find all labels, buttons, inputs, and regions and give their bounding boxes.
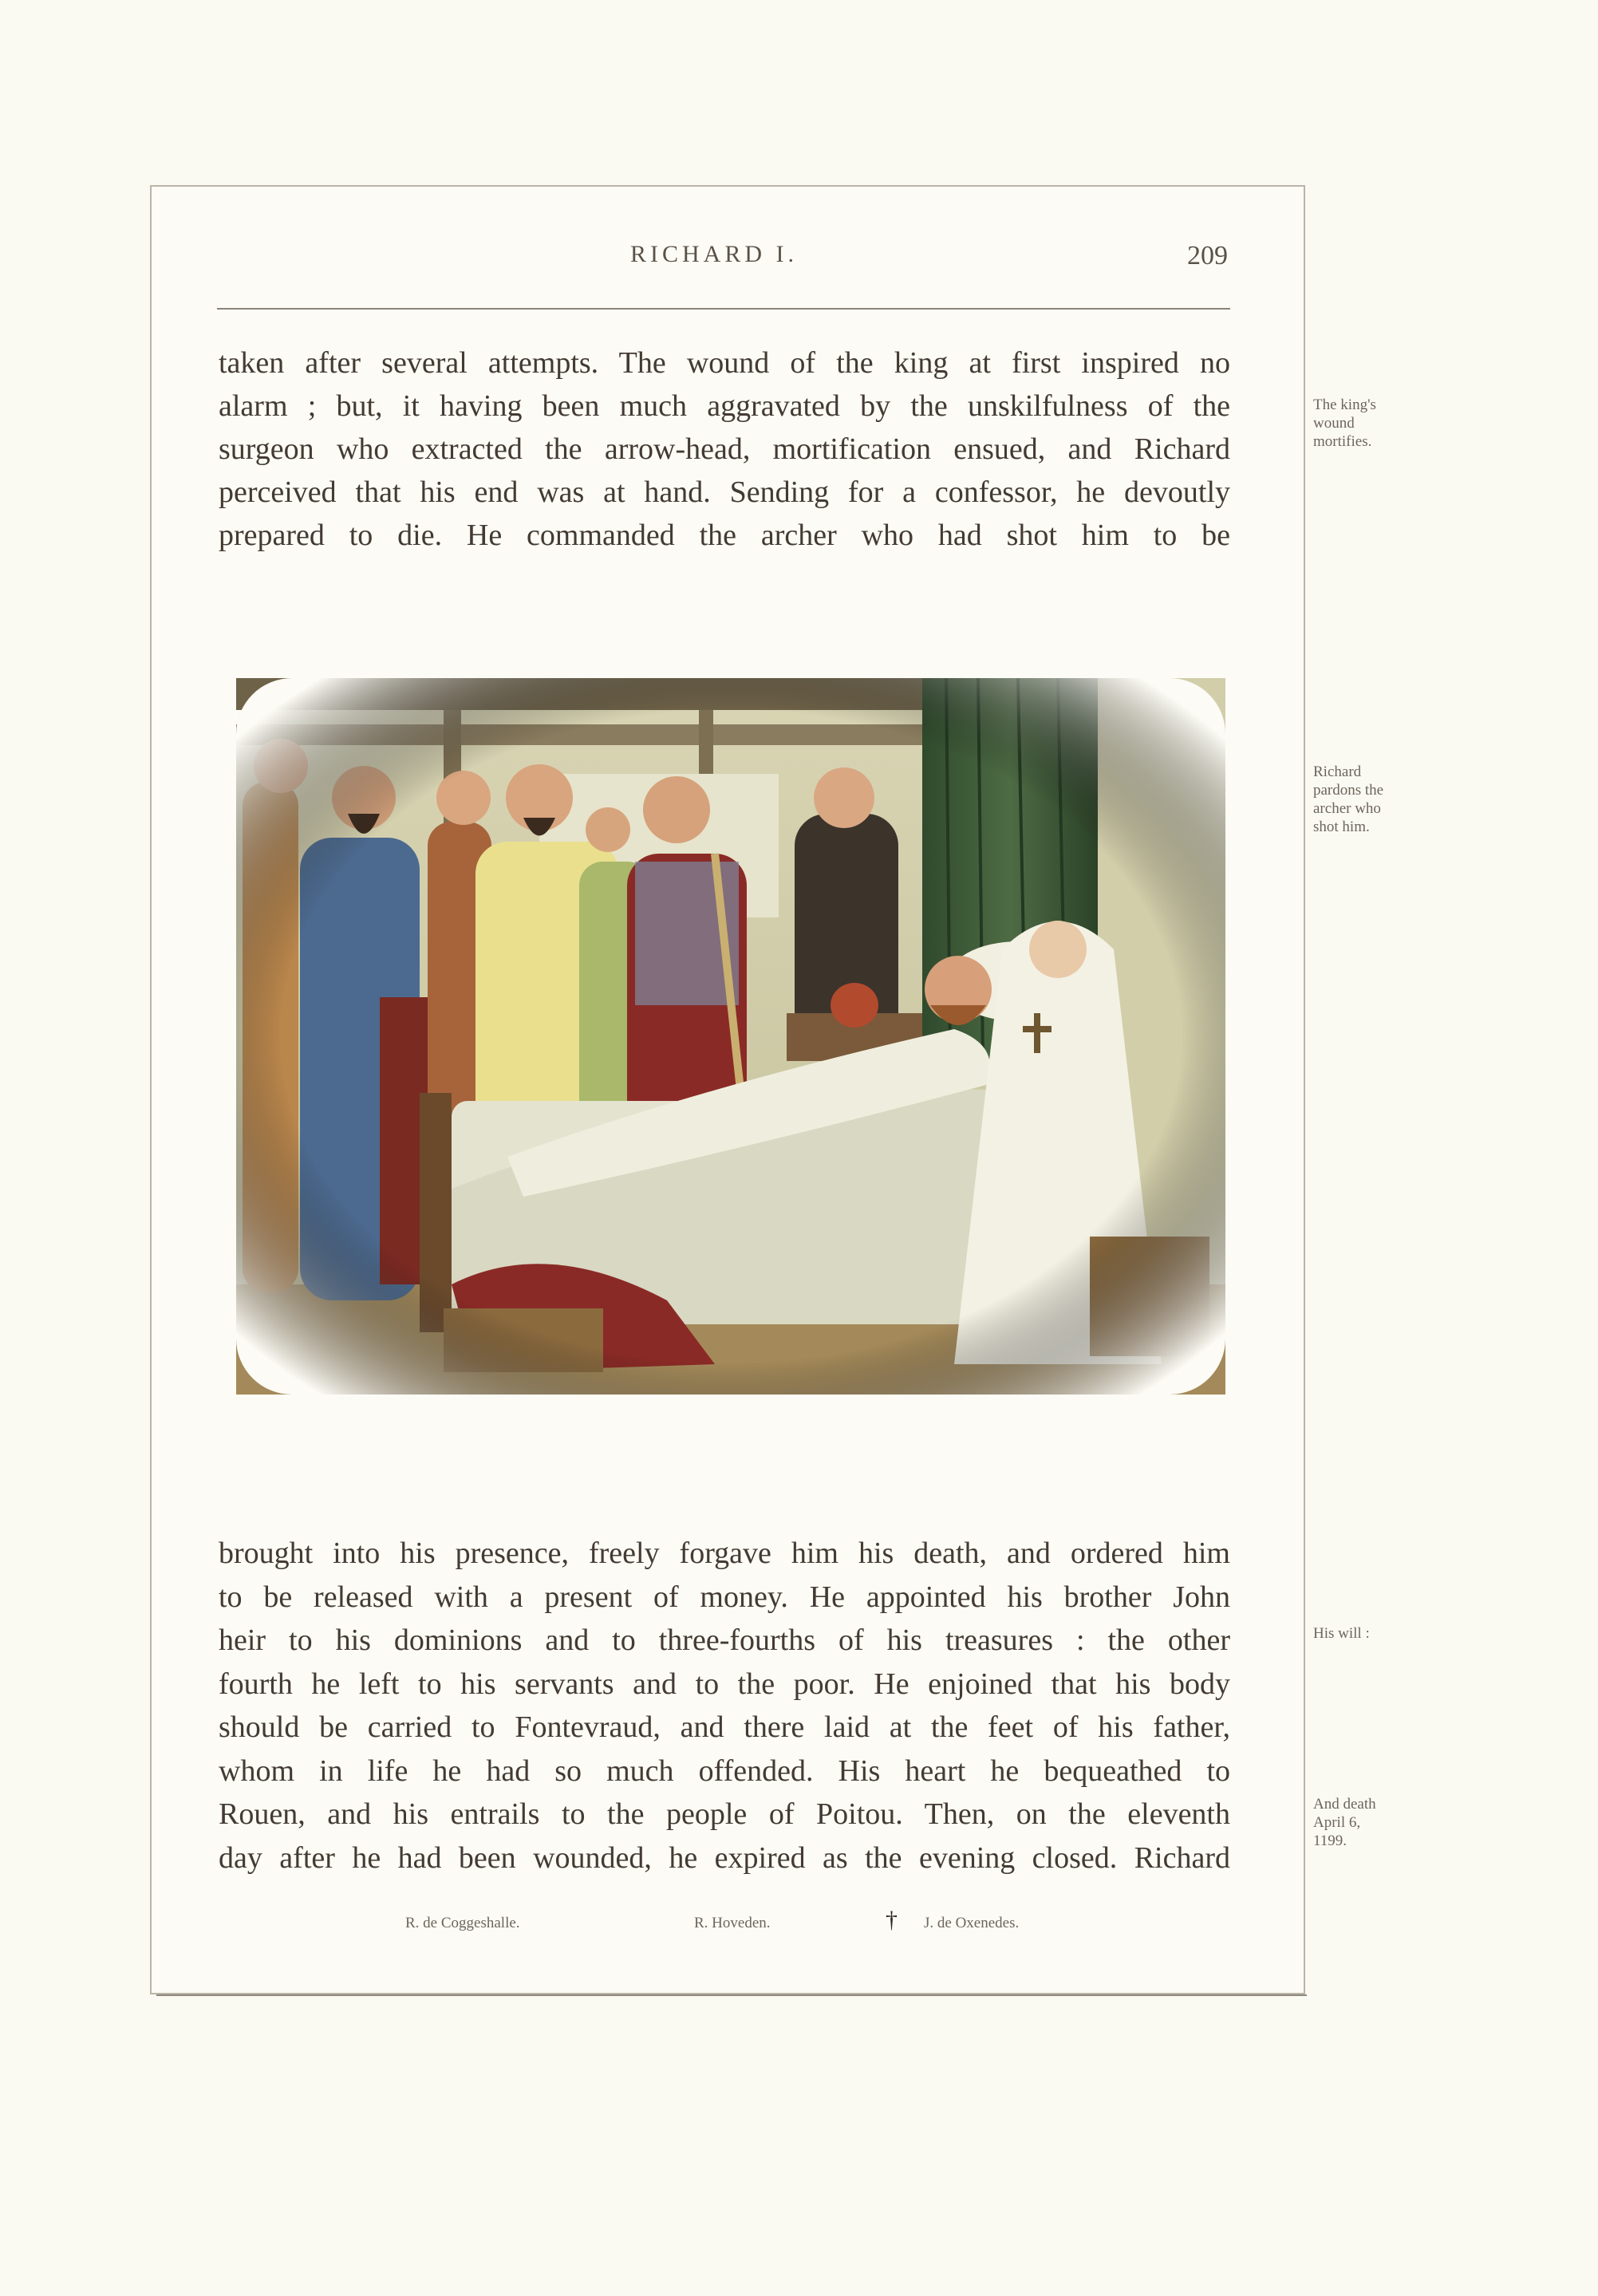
running-head: RICHARD I. (630, 241, 799, 267)
margin-note-line: shot him. (1313, 819, 1370, 835)
margin-note-line: pardons the (1313, 782, 1384, 799)
margin-note-line: April 6, (1313, 1814, 1361, 1831)
margin-note-line: The king's (1313, 396, 1376, 413)
margin-note-line: Richard (1313, 763, 1362, 780)
text-line: perceived that his end was at hand. Sending for a confessor, he devoutly (219, 475, 1230, 509)
margin-note-pardon (1313, 763, 1433, 836)
footer-ref: R. Hoveden. (694, 1915, 771, 1931)
margin-note-line: archer who (1313, 800, 1381, 817)
deathbed-illustration (236, 678, 1225, 1395)
margin-note-line: wound (1313, 415, 1355, 432)
page-number: 209 (1187, 241, 1228, 270)
text-line: day after he had been wounded, he expired as the evening closed. Richard (219, 1840, 1230, 1875)
footer-ref: J. de Oxenedes. (924, 1915, 1020, 1931)
text-line: fourth he left to his servants and to the poor. He enjoined that his body (219, 1667, 1230, 1701)
margin-note-line: mortifies. (1313, 433, 1372, 450)
vignette (236, 678, 1225, 1395)
header-rule (217, 308, 1230, 310)
body-text-top (219, 341, 1230, 557)
margin-note-line: 1199. (1313, 1832, 1347, 1849)
text-line: whom in life he had so much offended. His heart he bequeathed to (219, 1754, 1230, 1788)
text-line: alarm ; but, it having been much aggravated by the unskilfulness of the (219, 389, 1230, 423)
text-line: brought into his presence, freely forgave him his death, and ordered him (219, 1537, 1230, 1570)
margin-note-death (1313, 1795, 1433, 1850)
text-line: taken after several attempts. The wound of the king at first inspired no (219, 346, 1230, 380)
margin-note-line: And death (1313, 1796, 1376, 1813)
margin-note-wound (1313, 396, 1433, 451)
text-line: heir to his dominions and to three-fourths of his treasures : the other (219, 1623, 1230, 1657)
body-text-bottom (219, 1532, 1230, 1880)
text-line: to be released with a present of money. He appointed his brother John (219, 1580, 1230, 1614)
text-line: Rouen, and his entrails to the people of Poitou. Then, on the eleventh (219, 1797, 1230, 1831)
margin-note-will (1313, 1624, 1433, 1643)
text-line: prepared to die. He commanded the archer who had shot him to be (219, 519, 1230, 552)
text-line: surgeon who extracted the arrow-head, mortification ensued, and Richard (219, 432, 1230, 466)
dagger-mark: † (886, 1907, 898, 1933)
page-frame-rule (156, 1994, 1307, 1996)
footer-references (0, 1907, 1598, 1947)
text-line: should be carried to Fontevraud, and there laid at the feet of his father, (219, 1710, 1230, 1744)
margin-note-line: His will : (1313, 1625, 1370, 1642)
footer-ref: R. de Coggeshalle. (405, 1915, 520, 1931)
